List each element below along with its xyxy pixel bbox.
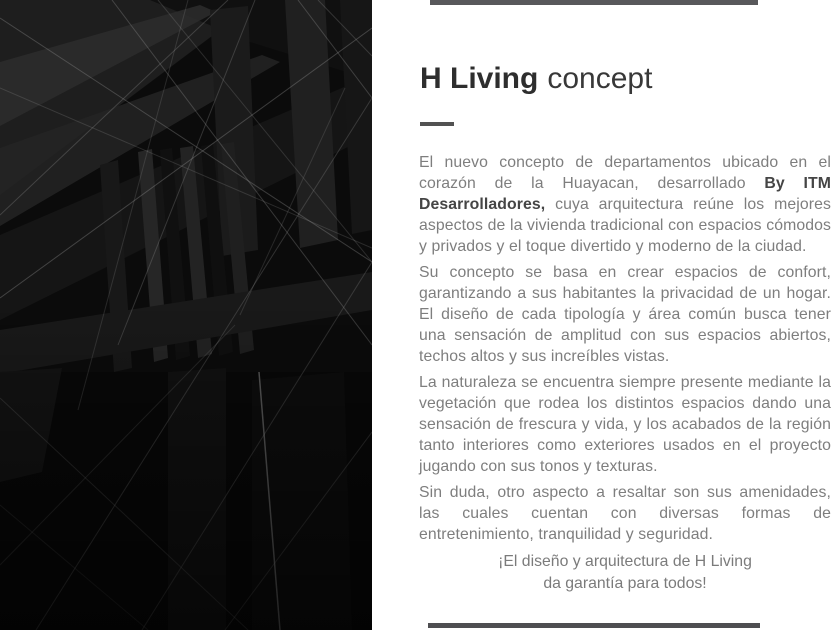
intro-text-start: El nuevo concepto de departamentos ubicado en el corazón de la Huayacan, desarrollado — [419, 154, 831, 192]
article-body — [419, 152, 831, 594]
title-brand: H Living — [420, 62, 539, 95]
title-underline — [420, 122, 454, 126]
concept-article — [419, 0, 831, 630]
title-suffix: concept — [547, 62, 653, 95]
building-photo — [0, 0, 372, 630]
building-photo-art — [0, 0, 372, 630]
developer-name: By ITM Desarrolladores, — [419, 175, 831, 213]
paragraph-concept: Su concepto se basa en crear espacios de confort, garantizando a sus habitantes la privacidad de un hogar. El diseño de cada tipología y área común busca tener una sensación de amplitud con sus espacios abiertos, techos altos y sus increíbles vistas. — [419, 264, 831, 365]
paragraph-amenities: Sin duda, otro aspecto a resaltar son sus amenidades, las cuales cuentan con diversas formas de entretenimiento, tranquilidad y seguridad. — [419, 484, 831, 543]
page-title — [420, 62, 652, 96]
closing-statement — [419, 551, 831, 594]
closing-line-1: ¡El diseño y arquitectura de H Living — [498, 553, 752, 570]
paragraph-nature: La naturaleza se encuentra siempre presente mediante la vegetación que rodea los distintos espacios dando una sensación de frescura y vida, y los acabados de la región tanto interiores como exteriores usados en el proyecto jugando con sus tonos y texturas. — [419, 374, 831, 475]
paragraph-intro — [419, 152, 831, 257]
intro-text-end: cuya arquitectura reúne los mejores aspectos de la vivienda tradicional con espacios cómodos y privados y el toque divertido y moderno de la ciudad. — [419, 196, 831, 255]
closing-line-2: da garantía para todos! — [543, 574, 707, 592]
